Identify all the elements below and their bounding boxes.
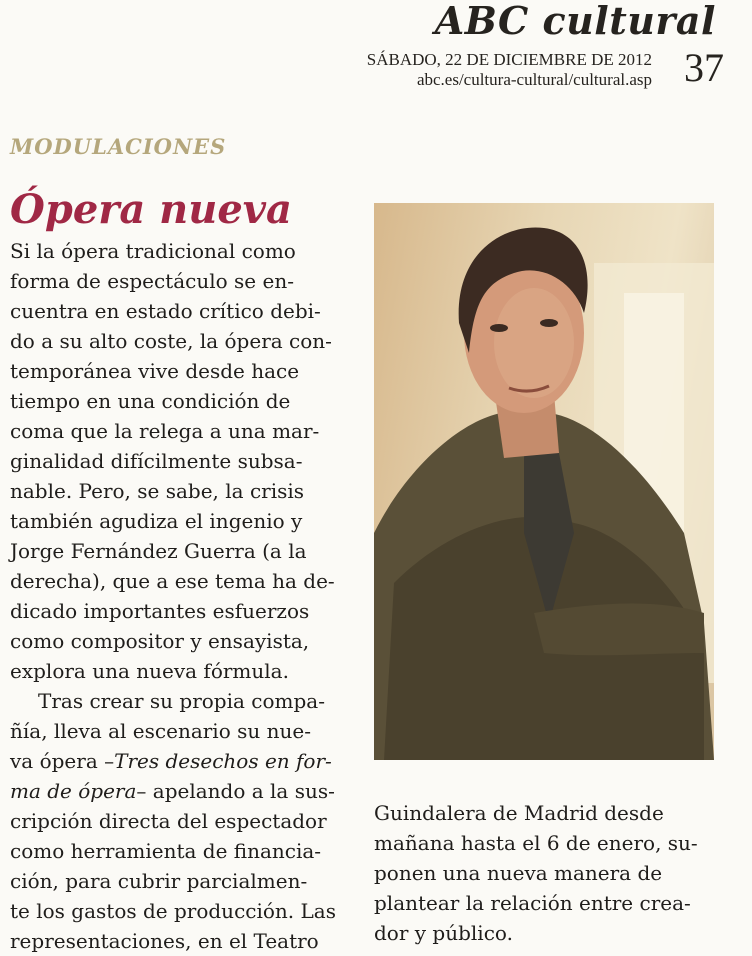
- text-line: dicado importantes esfuerzos: [10, 599, 310, 623]
- text-line: do a su alto coste, la ópera con-: [10, 329, 332, 353]
- portrait-illustration: [374, 203, 714, 760]
- text-line: forma de espectáculo se en-: [10, 269, 294, 293]
- dateline: [367, 50, 652, 90]
- text-line: representaciones, en el Teatro: [10, 929, 319, 953]
- article-headline: Ópera nueva: [10, 186, 292, 233]
- article-column-left: [10, 236, 355, 956]
- text-line: ción, para cubrir parcialmen-: [10, 869, 308, 893]
- text-line: Jorge Fernández Guerra (a la: [10, 539, 307, 563]
- text-line: ñía, lleva al escenario su nue-: [10, 719, 311, 743]
- page-number: 37: [684, 45, 724, 90]
- text-line: temporánea vive desde hace: [10, 359, 300, 383]
- section-url: abc.es/cultura-cultural/cultural.asp: [416, 70, 652, 89]
- paragraph-2: [10, 686, 355, 956]
- text-line: [10, 746, 355, 776]
- text-line: Si la ópera tradicional como: [10, 239, 296, 263]
- text-line: nable. Pero, se sabe, la crisis: [10, 479, 305, 503]
- text-line: mañana hasta el 6 de enero, su-: [374, 831, 698, 855]
- paragraph-1: [10, 236, 355, 686]
- text-line: cuentra en estado crítico debi-: [10, 299, 321, 323]
- text-run: – apelando a la sus-: [136, 779, 335, 803]
- text-line: Tras crear su propia compa-: [38, 689, 325, 713]
- article-column-right: [374, 798, 724, 948]
- text-line: tiempo en una condición de: [10, 389, 291, 413]
- issue-date: SÁBADO, 22 DE DICIEMBRE DE 2012: [366, 50, 652, 69]
- text-line: como compositor y ensayista,: [10, 629, 310, 653]
- section-label: MODULACIONES: [10, 134, 227, 159]
- text-line: ponen una nueva manera de: [374, 861, 663, 885]
- text-line: plantear la relación entre crea-: [374, 891, 691, 915]
- text-line: cripción directa del espectador: [10, 809, 327, 833]
- text-line: [10, 776, 355, 806]
- text-line: también agudiza el ingenio y: [10, 509, 303, 533]
- text-line: coma que la relega a una mar-: [10, 419, 320, 443]
- text-line: derecha), que a ese tema ha de-: [10, 569, 335, 593]
- text-line: te los gastos de producción. Las: [10, 899, 336, 923]
- text-line: explora una nueva fórmula.: [10, 659, 289, 683]
- opera-title: Tres desechos en for-: [114, 749, 332, 773]
- text-line: Guindalera de Madrid desde: [374, 801, 664, 825]
- text-line: ginalidad difícilmente subsa-: [10, 449, 303, 473]
- text-line: como herramienta de financia-: [10, 839, 322, 863]
- text-run: va ópera –: [10, 749, 115, 773]
- masthead: ABC cultural: [434, 0, 716, 43]
- portrait-photo: [374, 203, 714, 760]
- opera-title: ma de ópera: [10, 779, 137, 803]
- text-line: dor y público.: [374, 921, 513, 945]
